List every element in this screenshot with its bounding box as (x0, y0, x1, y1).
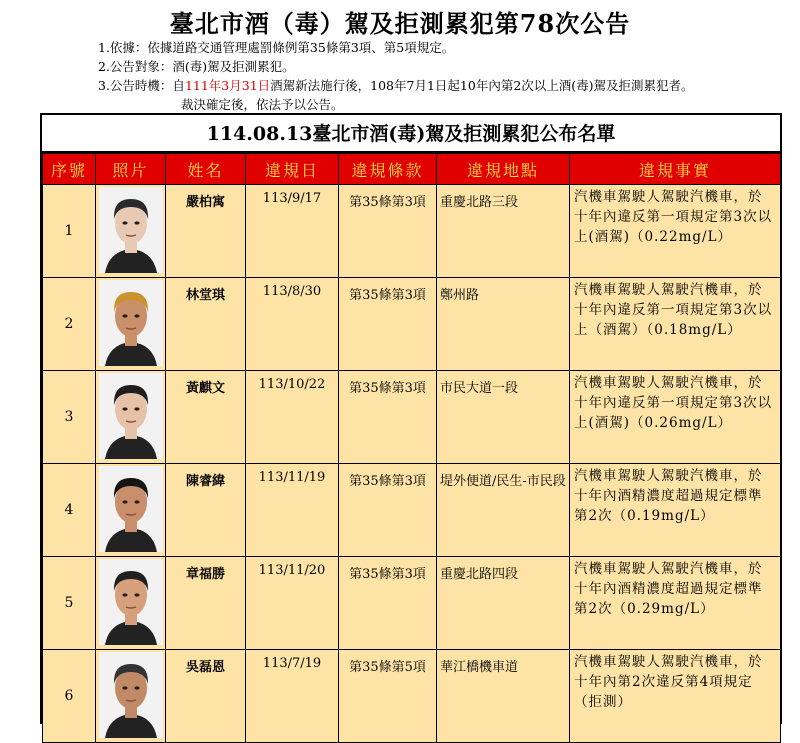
row-name: 吳磊恩 (166, 650, 246, 743)
row-date: 113/10/22 (246, 371, 339, 464)
row-place: 重慶北路三段 (437, 185, 570, 278)
row-law: 第35條第3項 (339, 371, 437, 464)
row-photo (96, 278, 166, 371)
row-no: 2 (43, 278, 96, 371)
person-photo (99, 466, 163, 552)
row-law: 第35條第3項 (339, 278, 437, 371)
row-fact: 汽機車駕駛人駕駛汽機車，於十年內酒精濃度超過規定標準第2次（0.19mg/L） (570, 464, 781, 557)
note-basis: 1.依據：依據道路交通管理處罰條例第35條第3項、第5項規定。 (98, 40, 455, 55)
page-title: 臺北市酒（毒）駕及拒測累犯第78次公告 (169, 9, 631, 38)
row-law: 第35條第3項 (339, 557, 437, 650)
person-photo (99, 280, 163, 366)
col-header-fact: 違規事實 (570, 154, 781, 185)
row-photo (96, 557, 166, 650)
col-header-date: 違規日 (246, 154, 339, 185)
note-target: 2.公告對象：酒(毒)駕及拒測累犯。 (98, 59, 295, 74)
person-photo (99, 373, 163, 459)
row-no: 1 (43, 185, 96, 278)
row-fact: 汽機車駕駛人駕駛汽機車，於十年內違反第一項規定第3次以上（酒駕）（0.18mg/L） (570, 278, 781, 371)
row-fact: 汽機車駕駛人駕駛汽機車，於十年內違反第一項規定第3次以上(酒駕)（0.26mg/L） (570, 371, 781, 464)
row-fact: 汽機車駕駛人駕駛汽機車，於十年內酒精濃度超過規定標準第2次（0.29mg/L） (570, 557, 781, 650)
row-place: 市民大道一段 (437, 371, 570, 464)
row-no: 5 (43, 557, 96, 650)
person-photo-icon (99, 652, 163, 738)
person-photo (99, 559, 163, 645)
row-name: 嚴柏寓 (166, 185, 246, 278)
row-date: 113/7/19 (246, 650, 339, 743)
note-timing-suffix: 酒駕新法施行後，108年7月1日起10年內第2次以上酒(毒)駕及拒測累犯者。 (270, 78, 694, 93)
row-fact: 汽機車駕駛人駕駛汽機車，於十年內第2次違反第4項規定（拒測） (570, 650, 781, 743)
col-header-law: 違規條款 (339, 154, 437, 185)
person-photo (99, 187, 163, 273)
board-title: 114.08.13臺北市酒(毒)駕及拒測累犯公布名單 (42, 115, 780, 153)
row-photo (96, 185, 166, 278)
row-law: 第35條第3項 (339, 185, 437, 278)
row-name: 林堂琪 (166, 278, 246, 371)
table-row (43, 650, 781, 743)
table-row (43, 278, 781, 371)
offender-table (42, 153, 781, 743)
offender-list-board (40, 113, 782, 724)
row-no: 4 (43, 464, 96, 557)
row-no: 3 (43, 371, 96, 464)
row-photo (96, 650, 166, 743)
person-photo-icon (99, 373, 163, 459)
row-name: 陳睿緯 (166, 464, 246, 557)
person-photo-icon (99, 559, 163, 645)
table-row (43, 557, 781, 650)
person-photo-icon (99, 466, 163, 552)
row-name: 章福勝 (166, 557, 246, 650)
row-photo (96, 371, 166, 464)
row-date: 113/9/17 (246, 185, 339, 278)
table-row (43, 371, 781, 464)
row-photo (96, 464, 166, 557)
row-place: 鄭州路 (437, 278, 570, 371)
table-header-row (43, 154, 781, 185)
person-photo-icon (99, 280, 163, 366)
note-timing (98, 76, 694, 95)
col-header-name: 姓名 (166, 154, 246, 185)
row-no: 6 (43, 650, 96, 743)
person-photo (99, 652, 163, 738)
row-date: 113/11/20 (246, 557, 339, 650)
table-row (43, 464, 781, 557)
col-header-place: 違規地點 (437, 154, 570, 185)
table-row (43, 185, 781, 278)
row-place: 重慶北路四段 (437, 557, 570, 650)
note-timing-prefix: 3.公告時機：自 (98, 78, 185, 93)
row-law: 第35條第5項 (339, 650, 437, 743)
person-photo-icon (99, 187, 163, 273)
row-fact: 汽機車駕駛人駕駛汽機車，於十年內違反第一項規定第3次以上(酒駕)（0.22mg/L） (570, 185, 781, 278)
row-date: 113/11/19 (246, 464, 339, 557)
col-header-photo: 照片 (96, 154, 166, 185)
row-law: 第35條第3項 (339, 464, 437, 557)
row-place: 堤外便道/民生-市民段 (437, 464, 570, 557)
col-header-no: 序號 (43, 154, 96, 185)
note-decision: 裁決確定後，依法予以公告。 (181, 97, 344, 112)
row-date: 113/8/30 (246, 278, 339, 371)
announcement-notes (98, 38, 694, 114)
note-timing-date: 111年3月31日 (184, 78, 271, 93)
row-name: 黃麒文 (166, 371, 246, 464)
row-place: 華江橋機車道 (437, 650, 570, 743)
